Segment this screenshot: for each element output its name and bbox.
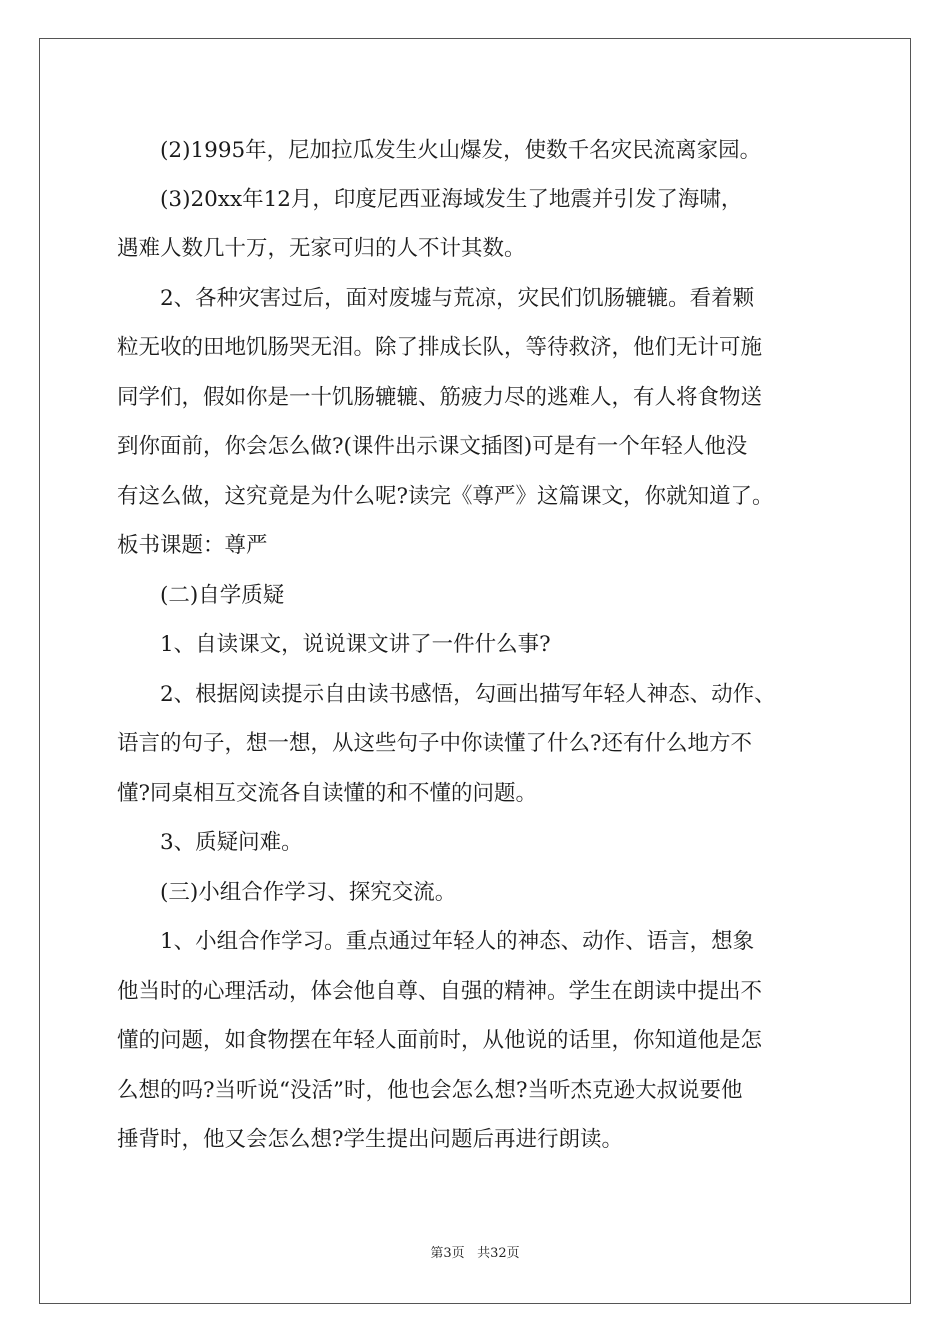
text-line: (2)1995年，尼加拉瓜发生火山爆发，使数千名灾民流离家园。 xyxy=(117,138,762,163)
page-total: 共32页 xyxy=(477,1246,520,1261)
text-line: 粒无收的田地饥肠哭无泪。除了排成长队，等待救济，他们无计可施 xyxy=(117,335,763,360)
text-line: 3、质疑问难。 xyxy=(117,830,303,855)
page-border xyxy=(39,38,911,1304)
text-line: 他当时的心理活动，体会他自尊、自强的精神。学生在朗读中提出不 xyxy=(117,979,763,1004)
text-line: 遇难人数几十万，无家可归的人不计其数。 xyxy=(117,236,526,261)
text-line: 2、各种灾害过后，面对废墟与荒凉，灾民们饥肠辘辘。看着颗 xyxy=(117,286,755,311)
text-line: 么想的吗?当听说“没活”时，他也会怎么想?当听杰克逊大叔说要他 xyxy=(117,1078,743,1103)
text-line: 板书课题：尊严 xyxy=(117,533,268,558)
section-heading: (二)自学质疑 xyxy=(117,583,285,608)
text-line: 1、小组合作学习。重点通过年轻人的神态、动作、语言，想象 xyxy=(117,929,755,954)
page-footer xyxy=(0,1245,950,1263)
text-line: 1、自读课文，说说课文讲了一件什么事? xyxy=(117,632,551,657)
text-line: 捶背时，他又会怎么想?学生提出问题后再进行朗读。 xyxy=(117,1127,624,1152)
text-line: 语言的句子，想一想，从这些句子中你读懂了什么?还有什么地方不 xyxy=(117,731,753,756)
section-heading: (三)小组合作学习、探究交流。 xyxy=(117,880,457,905)
text-line: 懂?同桌相互交流各自读懂的和不懂的问题。 xyxy=(117,781,538,806)
text-line: 懂的问题，如食物摆在年轻人面前时，从他说的话里，你知道他是怎 xyxy=(117,1028,763,1053)
text-line: 有这么做，这究竟是为什么呢?读完《尊严》这篇课文，你就知道了。 xyxy=(117,484,774,509)
page-number: 第3页 xyxy=(430,1246,465,1261)
text-line: 2、根据阅读提示自由读书感悟，勾画出描写年轻人神态、动作、 xyxy=(117,682,776,707)
text-line: (3)20xx年12月，印度尼西亚海域发生了地震并引发了海啸， xyxy=(117,187,743,212)
text-line: 同学们，假如你是一十饥肠辘辘、筋疲力尽的逃难人，有人将食物送 xyxy=(117,385,763,410)
text-line: 到你面前，你会怎么做?(课件出示课文插图)可是有一个年轻人他没 xyxy=(117,434,748,459)
